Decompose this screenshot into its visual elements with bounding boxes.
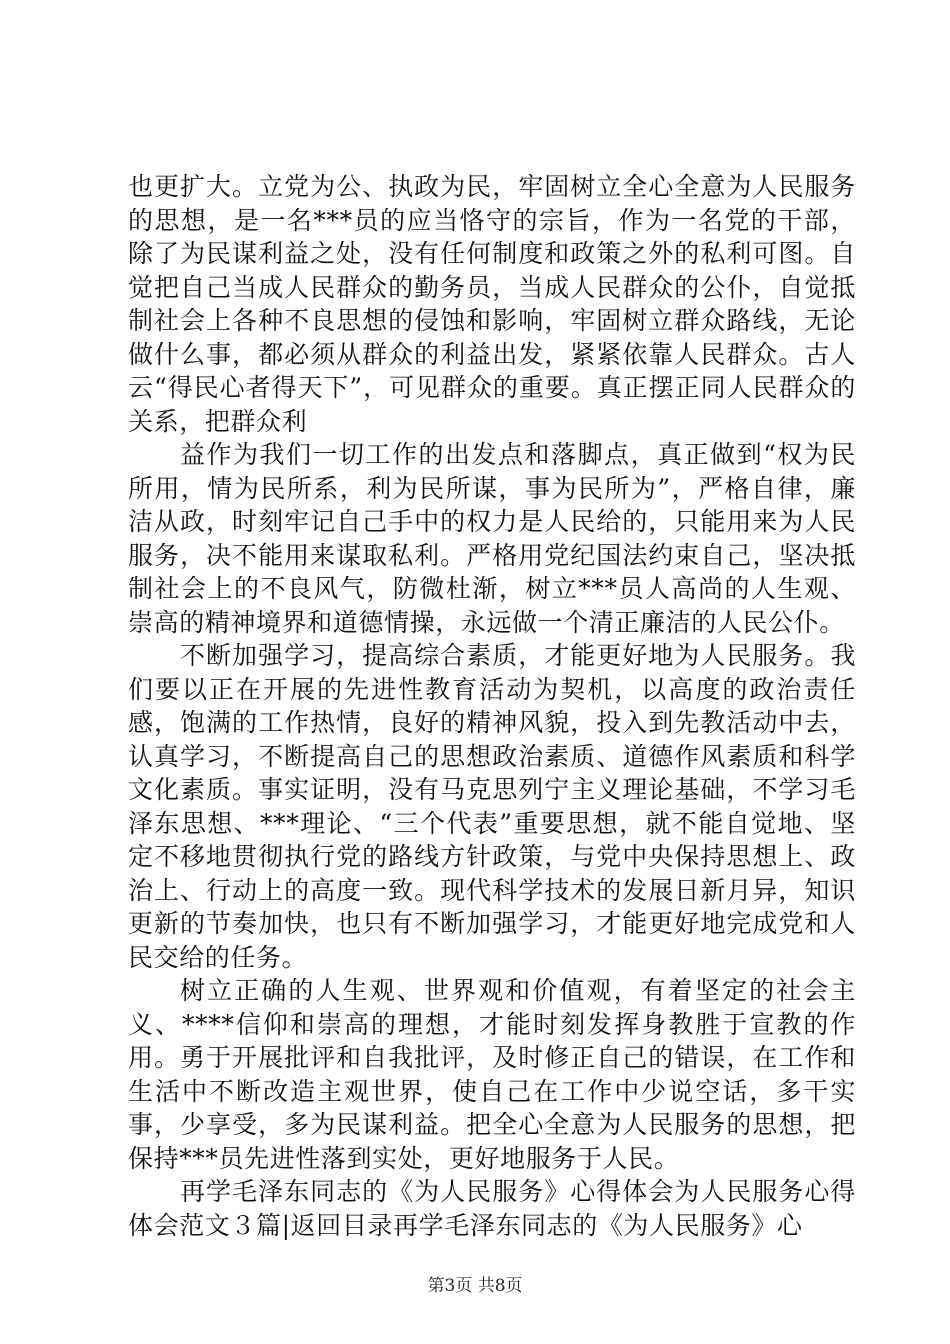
paragraph-5: 再学毛泽东同志的《为人民服务》心得体会为人民服务心得体会范文３篇|返回目录再学毛泽东同志的《为人民服务》心 <box>128 1177 856 1240</box>
document-body <box>128 170 856 1242</box>
paragraph-4: 树立正确的人生观、世界观和价值观，有着坚定的社会主义、****信仰和崇高的理想，才能时刻发挥身教胜于宣教的作用。勇于开展批评和自我批评，及时修正自己的错误，在工作和生活中不断改造主观世界，使自己在工作中少说空话，多干实事，少享受，多为民谋利益。把全心全意为人民服务的思想，把保持***员先进性落到实处，更好地服务于人民。 <box>128 976 856 1173</box>
page-number-footer: 第3页 共8页 <box>427 1276 523 1296</box>
paragraph-3: 不断加强学习，提高综合素质，才能更好地为人民服务。我们要以正在开展的先进性教育活动为契机，以高度的政治责任感，饱满的工作热情，良好的精神风貌，投入到先教活动中去，认真学习，不断提高自己的思想政治素质、道德作风素质和科学文化素质。事实证明，没有马克思列宁主义理论基础，不学习毛泽东思想、***理论、“三个代表”重要思想，就不能自觉地、坚定不移地贯彻执行党的路线方针政策，与党中央保持思想上、政治上、行动上的高度一致。现代科学技术的发展日新月异，知识更新的节奏加快，也只有不断加强学习，才能更好地完成党和人民交给的任务。 <box>128 641 856 972</box>
paragraph-1: 也更扩大。立党为公、执政为民，牢固树立全心全意为人民服务的思想，是一名***员的应当恪守的宗旨，作为一名党的干部，除了为民谋利益之处，没有任何制度和政策之外的私利可图。自觉把自己当成人民群众的勤务员，当成人民群众的公仆，自觉抵制社会上各种不良思想的侵蚀和影响，牢固树立群众路线，无论做什么事，都必须从群众的利益出发，紧紧依靠人民群众。古人云“得民心者得天下”，可见群众的重要。真正摆正同人民群众的关系，把群众利 <box>128 172 856 436</box>
paragraph-2: 益作为我们一切工作的出发点和落脚点，真正做到“权为民所用，情为民所系，利为民所谋，事为民所为”，严格自律，廉洁从政，时刻牢记自己手中的权力是人民给的，只能用来为人民服务，决不能用来谋取私利。严格用党纪国法约束自己，坚决抵制社会上的不良风气，防微杜渐，树立***员人高尚的人生观、崇高的精神境界和道德情操，永远做一个清正廉洁的人民公仆。 <box>128 440 856 637</box>
